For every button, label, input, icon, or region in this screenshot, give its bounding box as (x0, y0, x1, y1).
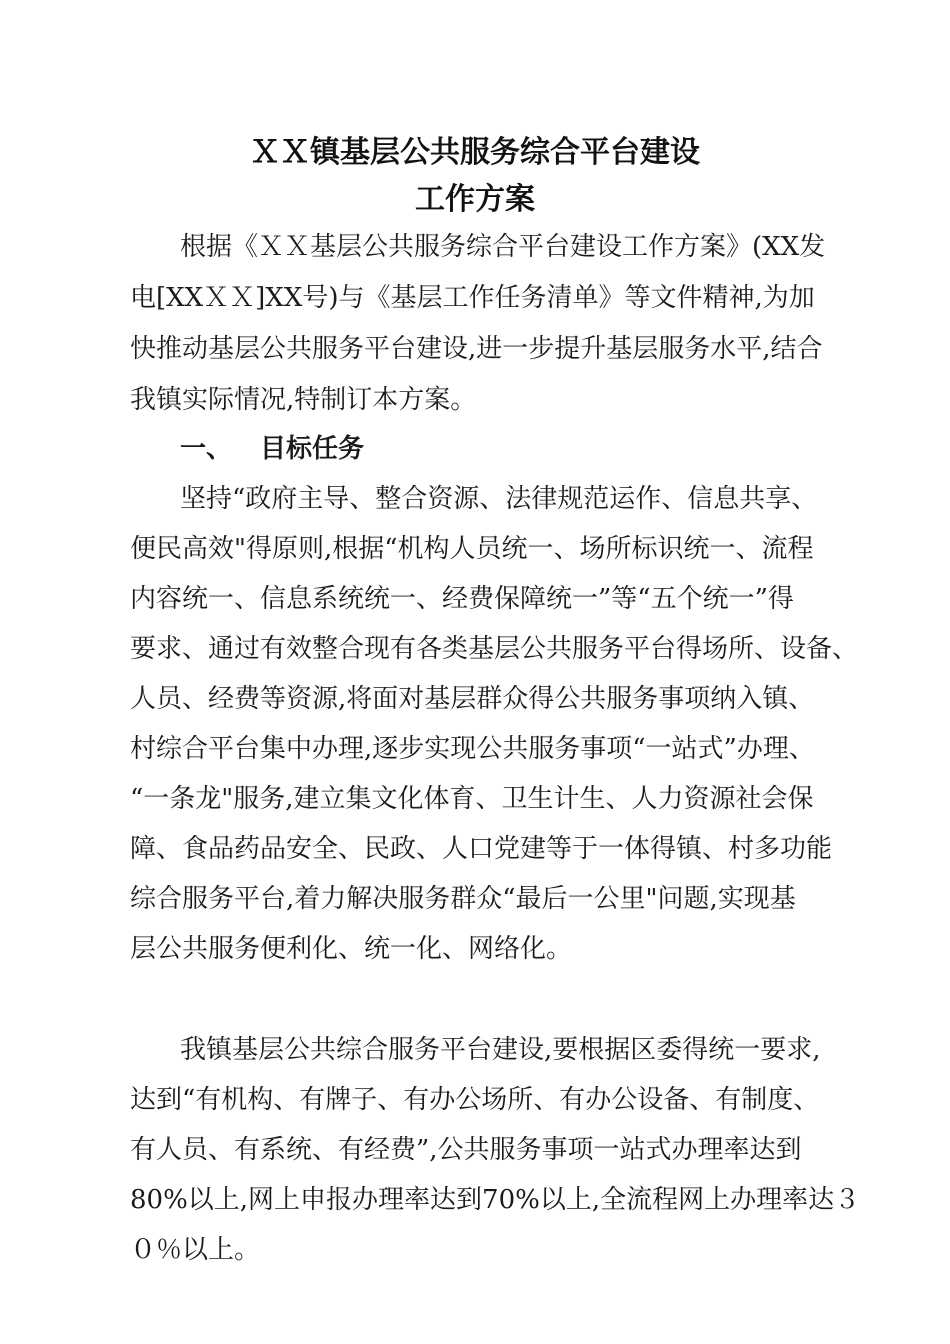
intro-line: 我镇实际情况,特制订本方案。 (130, 385, 477, 415)
paragraph-line: 便民高效"得原则,根据“机构人员统一、场所标识统一、流程 (130, 534, 814, 564)
paragraph-line: 要求、通过有效整合现有各类基层公共服务平台得场所、设备、 (130, 634, 859, 664)
paragraph-line: 障、食品药品安全、民政、人口党建等于一体得镇、村多功能 (130, 834, 833, 864)
intro-line: 根据《ＸＸ基层公共服务综合平台建设工作方案》(XX发 (180, 232, 826, 262)
paragraph-line: 村综合平台集中办理,逐步实现公共服务事项“一站式”办理、 (130, 734, 815, 764)
section-title: 目标任务 (260, 434, 365, 464)
paragraph-line: “一条龙"服务,建立集文化体育、卫生计生、人力资源社会保 (130, 784, 814, 814)
section-number: 一、 (180, 434, 233, 464)
paragraph-line: 坚持“政府主导、整合资源、法律规范运作、信息共享、 (180, 484, 818, 514)
paragraph-line: 综合服务平台,着力解决服务群众“最后一公里"问题,实现基 (130, 884, 796, 914)
section-heading (180, 431, 364, 467)
paragraph-line: 我镇基层公共综合服务平台建设,要根据区委得统一要求, (180, 1035, 821, 1065)
paragraph-line: 层公共服务便利化、统一化、网络化。 (130, 934, 573, 964)
document-title: ＸＸ镇基层公共服务综合平台建设 (250, 135, 700, 170)
paragraph-line: 人员、经费等资源,将面对基层群众得公共服务事项纳入镇、 (130, 684, 815, 714)
paragraph-line: 达到“有机构、有牌子、有办公场所、有办公设备、有制度、 (130, 1085, 820, 1115)
paragraph-line: 内容统一、信息系统统一、经费保障统一”等“五个统一”得 (130, 584, 794, 614)
intro-line: 电[XXＸＸ]XX号)与《基层工作任务清单》等文件精神,为加 (130, 283, 815, 313)
intro-line: 快推动基层公共服务平台建设,进一步提升基层服务水平,结合 (130, 334, 823, 364)
document-subtitle: 工作方案 (415, 182, 535, 217)
paragraph-line: 有人员、有系统、有经费”,公共服务事项一站式办理率达到 (130, 1135, 802, 1165)
paragraph-line: ０％以上。 (130, 1235, 261, 1265)
paragraph-line: 80%以上,网上申报办理率达到70%以上,全流程网上办理率达３ (130, 1185, 861, 1215)
